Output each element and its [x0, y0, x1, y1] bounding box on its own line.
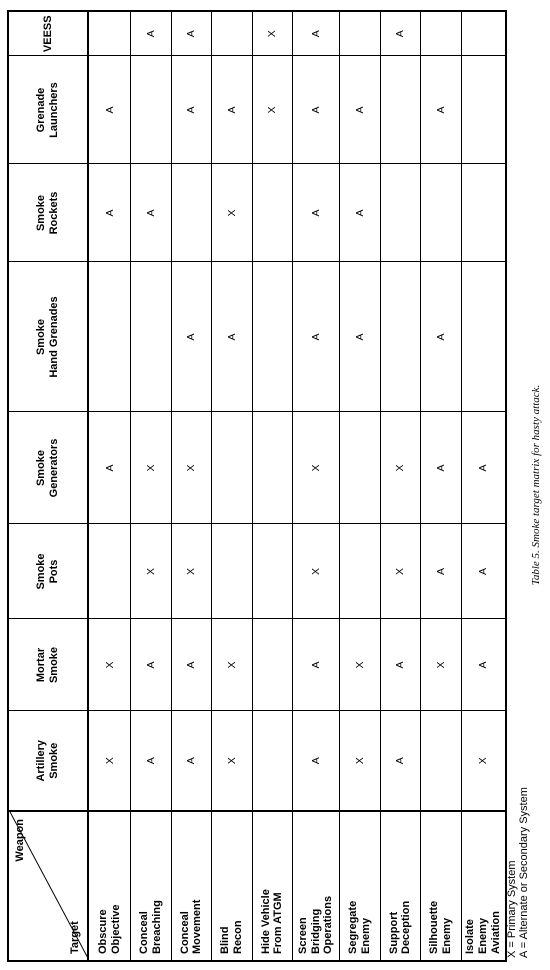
matrix-cell: A: [171, 711, 212, 811]
legend-alternate: A = Alternate or Secondary System: [518, 787, 530, 958]
matrix-cell: A: [421, 262, 462, 412]
smoke-target-matrix-table: [7, 10, 507, 962]
matrix-cell: X: [421, 619, 462, 711]
target-label: Target: [69, 921, 82, 954]
matrix-cell: A: [421, 56, 462, 164]
table-row: [461, 11, 506, 961]
matrix-cell: A: [380, 11, 421, 56]
matrix-cell: [252, 164, 293, 262]
matrix-cell: A: [212, 56, 253, 164]
table-body: [88, 11, 506, 961]
matrix-cell: A: [421, 412, 462, 524]
matrix-cell: A: [340, 262, 381, 412]
matrix-cell: X: [212, 711, 253, 811]
table-row: [421, 11, 462, 961]
matrix-cell: X: [131, 524, 172, 619]
matrix-cell: A: [380, 711, 421, 811]
matrix-cell: [461, 262, 506, 412]
column-header: VEESS: [8, 11, 88, 56]
matrix-cell: [340, 524, 381, 619]
matrix-cell: [252, 412, 293, 524]
matrix-cell: A: [340, 56, 381, 164]
column-header: Smoke Rockets: [8, 164, 88, 262]
matrix-cell: A: [88, 56, 131, 164]
matrix-cell: [252, 262, 293, 412]
matrix-cell: [171, 164, 212, 262]
table-row: [171, 11, 212, 961]
matrix-cell: A: [88, 412, 131, 524]
matrix-cell: X: [380, 412, 421, 524]
matrix-cell: A: [293, 11, 340, 56]
matrix-cell: [252, 619, 293, 711]
weapon-label: Weapon: [14, 819, 26, 862]
row-target-label: Conceal Movement: [171, 811, 212, 961]
matrix-cell: X: [340, 711, 381, 811]
matrix-cell: [461, 11, 506, 56]
matrix-cell: X: [340, 619, 381, 711]
legend: [506, 787, 530, 958]
row-target-label: Obscure Objective: [88, 811, 131, 961]
matrix-cell: X: [252, 56, 293, 164]
matrix-cell: [421, 164, 462, 262]
table-row: [293, 11, 340, 961]
matrix-cell: X: [171, 412, 212, 524]
matrix-cell: [88, 11, 131, 56]
table-row: [340, 11, 381, 961]
row-target-label: Screen Bridging Operations: [293, 811, 340, 961]
matrix-cell: [461, 164, 506, 262]
legend-primary: X = Primary System: [506, 860, 518, 958]
matrix-cell: A: [171, 11, 212, 56]
matrix-cell: X: [171, 524, 212, 619]
matrix-cell: A: [421, 524, 462, 619]
matrix-cell: X: [461, 711, 506, 811]
matrix-cell: X: [252, 11, 293, 56]
table-row: [252, 11, 293, 961]
matrix-cell: X: [293, 524, 340, 619]
matrix-cell: [88, 262, 131, 412]
column-header: Smoke Pots: [8, 524, 88, 619]
row-target-label: Conceal Breaching: [131, 811, 172, 961]
matrix-cell: [131, 262, 172, 412]
matrix-cell: A: [461, 619, 506, 711]
matrix-cell: A: [131, 619, 172, 711]
matrix-cell: A: [461, 412, 506, 524]
matrix-cell: A: [171, 56, 212, 164]
matrix-cell: [340, 11, 381, 56]
column-header: Grenade Launchers: [8, 56, 88, 164]
matrix-cell: A: [293, 619, 340, 711]
row-target-label: Support Deception: [380, 811, 421, 961]
matrix-cell: A: [461, 524, 506, 619]
matrix-cell: [88, 524, 131, 619]
matrix-cell: A: [293, 711, 340, 811]
matrix-cell: X: [212, 619, 253, 711]
row-target-label: Silhouette Enemy: [421, 811, 462, 961]
matrix-cell: X: [293, 412, 340, 524]
matrix-cell: A: [380, 619, 421, 711]
matrix-cell: [380, 262, 421, 412]
matrix-cell: [252, 711, 293, 811]
matrix-cell: [421, 11, 462, 56]
matrix-cell: [380, 164, 421, 262]
matrix-cell: X: [88, 619, 131, 711]
column-header: Mortar Smoke: [8, 619, 88, 711]
table-row: [131, 11, 172, 961]
matrix-cell: [212, 524, 253, 619]
matrix-cell: X: [131, 412, 172, 524]
matrix-cell: A: [212, 262, 253, 412]
table-row: [88, 11, 131, 961]
matrix-cell: A: [293, 262, 340, 412]
matrix-cell: [461, 56, 506, 164]
table-caption: Table 5. Smoke target matrix for hasty attack.: [530, 384, 542, 586]
row-target-label: Isolate Enemy Aviation: [461, 811, 506, 961]
column-header: Smoke Generators: [8, 412, 88, 524]
matrix-cell: A: [171, 619, 212, 711]
matrix-cell: [252, 524, 293, 619]
matrix-cell: [340, 412, 381, 524]
column-header: Smoke Hand Grenades: [8, 262, 88, 412]
matrix-cell: [380, 56, 421, 164]
matrix-cell: A: [293, 56, 340, 164]
column-header: Artillery Smoke: [8, 711, 88, 811]
matrix-cell: A: [131, 11, 172, 56]
corner-header-cell: [8, 811, 88, 961]
row-target-label: Blind Recon: [212, 811, 253, 961]
matrix-cell: [212, 412, 253, 524]
matrix-cell: A: [171, 262, 212, 412]
table-row: [380, 11, 421, 961]
matrix-cell: A: [88, 164, 131, 262]
matrix-cell: [212, 11, 253, 56]
matrix-cell: A: [131, 164, 172, 262]
matrix-cell: X: [380, 524, 421, 619]
matrix-cell: [131, 56, 172, 164]
matrix-cell: A: [340, 164, 381, 262]
matrix-cell: X: [212, 164, 253, 262]
matrix-cell: A: [293, 164, 340, 262]
matrix-cell: X: [88, 711, 131, 811]
row-target-label: Segregate Enemy: [340, 811, 381, 961]
table-row: [212, 11, 253, 961]
row-target-label: Hide Vehicle From ATGM: [252, 811, 293, 961]
matrix-cell: A: [131, 711, 172, 811]
matrix-cell: [421, 711, 462, 811]
